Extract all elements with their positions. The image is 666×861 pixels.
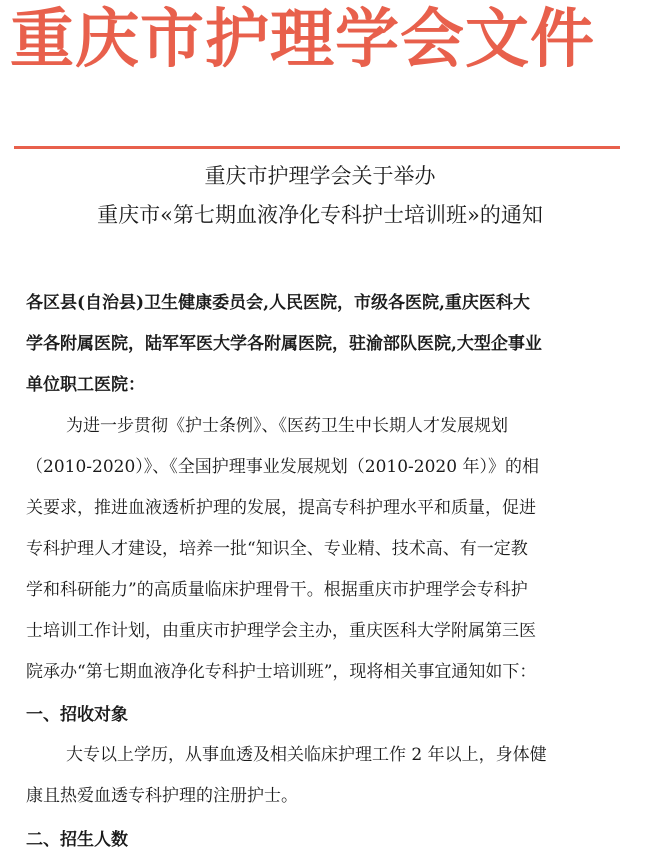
intro-line: 学和科研能力”的高质量临床护理骨干。根据重庆市护理学会专科护 [26,580,528,600]
notice-title-line-2: 重庆市«第七期血液净化专科护士培训班»的通知 [97,203,543,227]
addressee-line: 学各附属医院，陆军军医大学各附属医院，驻渝部队医院,大型企事业 [26,334,542,354]
intro-line: （2010-2020）》、《全国护理事业发展规划（2010-2020 年）》的相 [26,457,539,477]
section-heading-enrollment: 二、招生人数 [26,830,128,850]
addressee-block [26,283,636,406]
eligibility-line: 大专以上学历，从事血透及相关临床护理工作 2 年以上，身体健 [66,745,547,765]
eligibility-paragraph [26,735,636,817]
addressee-line: 各区县(自治县)卫生健康委员会,人民医院，市级各医院,重庆医科大 [26,293,530,313]
intro-line: 关要求，推进血液透析护理的发展，提高专科护理水平和质量，促进 [26,498,536,518]
intro-line: 士培训工作计划，由重庆市护理学会主办，重庆医科大学附属第三医 [26,621,536,641]
intro-line: 为进一步贯彻《护士条例》、《医药卫生中长期人才发展规划 [66,416,508,436]
intro-line: 专科护理人才建设，培养一批“知识全、专业精、技术高、有一定教 [26,539,528,559]
addressee-line: 单位职工医院： [26,375,145,395]
intro-paragraph [26,406,636,693]
eligibility-line: 康且热爱血透专科护理的注册护士。 [26,786,298,806]
notice-title-line-1: 重庆市护理学会关于举办 [204,164,436,188]
letterhead-divider [14,146,620,149]
intro-line: 院承办“第七期血液净化专科护士培训班”，现将相关事宜通知如下： [26,662,537,682]
section-heading-eligibility: 一、招收对象 [26,705,128,725]
letterhead-title: 重庆市护理学会文件 [10,2,595,77]
